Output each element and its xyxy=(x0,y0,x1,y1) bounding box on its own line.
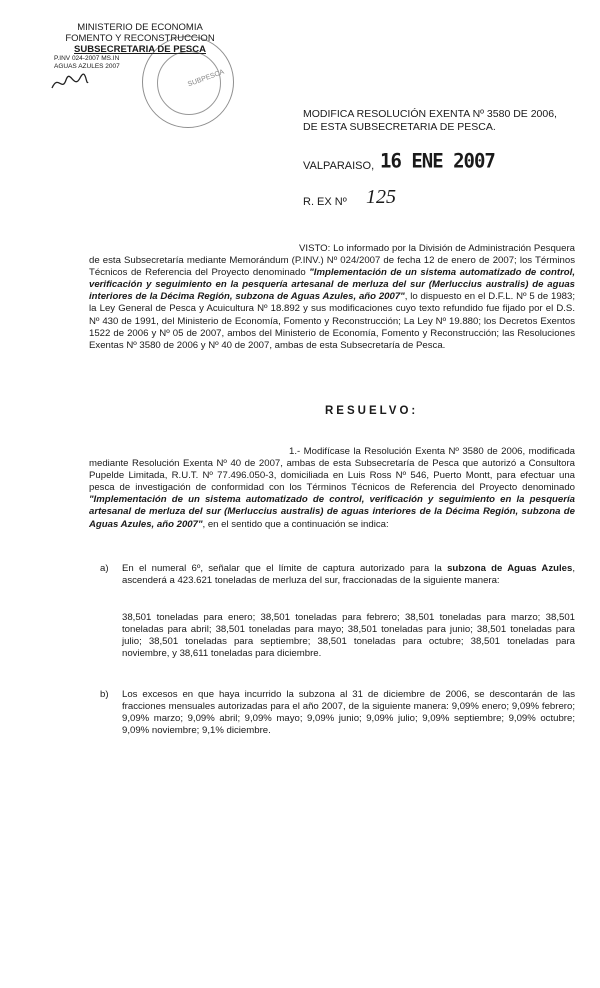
item-text xyxy=(122,563,575,587)
resolution-paragraph-1 xyxy=(89,446,575,531)
date-stamp: 16 ENE 2007 xyxy=(380,149,495,173)
signature-scribble-icon xyxy=(50,72,90,94)
place-label: VALPARAISO, xyxy=(303,160,375,172)
paragraph-text: , en el sentido que a continuación se indica: xyxy=(202,518,389,530)
official-stamp xyxy=(142,36,234,128)
item-label: b) xyxy=(100,689,109,700)
project-title: "Implementación de un sistema automatizado de control, verificación y seguimiento en la pesquería artesanal de merluza del sur (Merluccius australis) de aguas interiores de la Décima Región, subzona de Aguas Azules, año 2007" xyxy=(89,267,575,303)
resuelvo-heading: RESUELVO: xyxy=(325,405,419,417)
item-label: a) xyxy=(100,563,109,574)
visto-text: Lo informado por la División de Administración Pesquera de esta Subsecretaría mediante Memorándum (P.INV.) Nº 024/2007 de fecha 12 de enero de 2007; los Términos Técnicos de Referencia del Proyecto denominado xyxy=(89,243,575,279)
item-a xyxy=(100,563,575,587)
ministry-line: FOMENTO Y RECONSTRUCCION xyxy=(65,33,215,44)
ministry-line: MINISTERIO DE ECONOMIA xyxy=(77,22,203,33)
ministry-line: AGUAS AZULES 2007 xyxy=(54,63,120,70)
ministry-line: P.INV 024-2007 MS.IN xyxy=(54,55,120,62)
project-title: "Implementación de un sistema automatizado de control, verificación y seguimiento en la pesquería artesanal de merluza del sur (Merluccius australis) de aguas interiores de la Décima Región, subzona de Aguas Azules, año 2007" xyxy=(89,494,575,530)
visto-label: VISTO: xyxy=(299,243,331,254)
resolution-reference: MODIFICA RESOLUCIÓN EXENTA Nº 3580 DE 2006, DE ESTA SUBSECRETARIA DE PESCA. xyxy=(303,108,557,133)
item-text: Los excesos en que haya incurrido la subzona al 31 de diciembre de 2006, se descontarán de las fracciones mensuales autorizadas para el año 2007, de la siguiente manera: 9,09% enero; 9,09% febrero; 9,09% marzo; 9,09% abril; 9,09% mayo; 9,09% junio; 9,09% julio; 9,09% septiembre; 9,09% octubre; 9,09% noviembre; 9,1% diciembre. xyxy=(122,689,575,737)
visto-paragraph xyxy=(89,243,575,352)
item-a-detail: 38,501 toneladas para enero; 38,501 toneladas para febrero; 38,501 toneladas para marzo; 38,501 toneladas para abril; 38,501 toneladas para mayo; 38,501 toneladas para junio; 38,501 toneladas para julio; 38,501 toneladas para septiembre; 38,501 toneladas para octubre; 38,501 toneladas para noviembre, y 38,611 toneladas para diciembre. xyxy=(122,612,575,660)
item-text-part: En el numeral 6º, señalar que el límite de captura autorizado para la xyxy=(122,563,448,574)
ministry-line: SUBSECRETARIA DE PESCA xyxy=(74,44,206,55)
subzone-name: subzona de Aguas Azules xyxy=(447,563,573,574)
paragraph-text: 1.- Modifícase la Resolución Exenta Nº 3580 de 2006, modificada mediante Resolución Exenta Nº 40 de 2007, ambas de esta Subsecretaría de Pesca que autorizó a Consultora Pupelde Limitada, R.U.T. Nº 77.496.050-3, domiciliada en Luis Ross Nº 546, Puerto Montt, para efectuar una pesca de investigación de conformidad con los Términos Técnicos de Referencia del Proyecto denominado xyxy=(89,446,575,494)
item-b xyxy=(100,689,575,737)
resolution-number: 125 xyxy=(366,186,396,208)
item-text-part: , ascenderá a 423.621 toneladas de merluza del sur, fraccionadas de la siguiente manera: xyxy=(122,563,575,587)
resolution-number-label: R. EX Nº xyxy=(303,196,347,208)
stamp-text: SUBPESCA xyxy=(186,68,226,89)
visto-text: , lo dispuesto en el D.F.L. Nº 5 de 1983; la Ley General de Pesca y Acuicultura Nº 18.892 y sus modificaciones cuyo texto refundido fue fijado por el D.S. Nº 430 de 1991, del Ministerio de Economía, Fomento y Reconstrucción; La Ley Nº 19.880; los Decretos Exentos 1522 de 2006 y Nº 05 de 2007, ambos del Ministerio de Economía, Fomento y Reconstrucción; las Resoluciones Exentas Nº 3580 de 2006 y Nº 40 de 2007, ambas de esta Subsecretaría de Pesca. xyxy=(89,291,576,351)
